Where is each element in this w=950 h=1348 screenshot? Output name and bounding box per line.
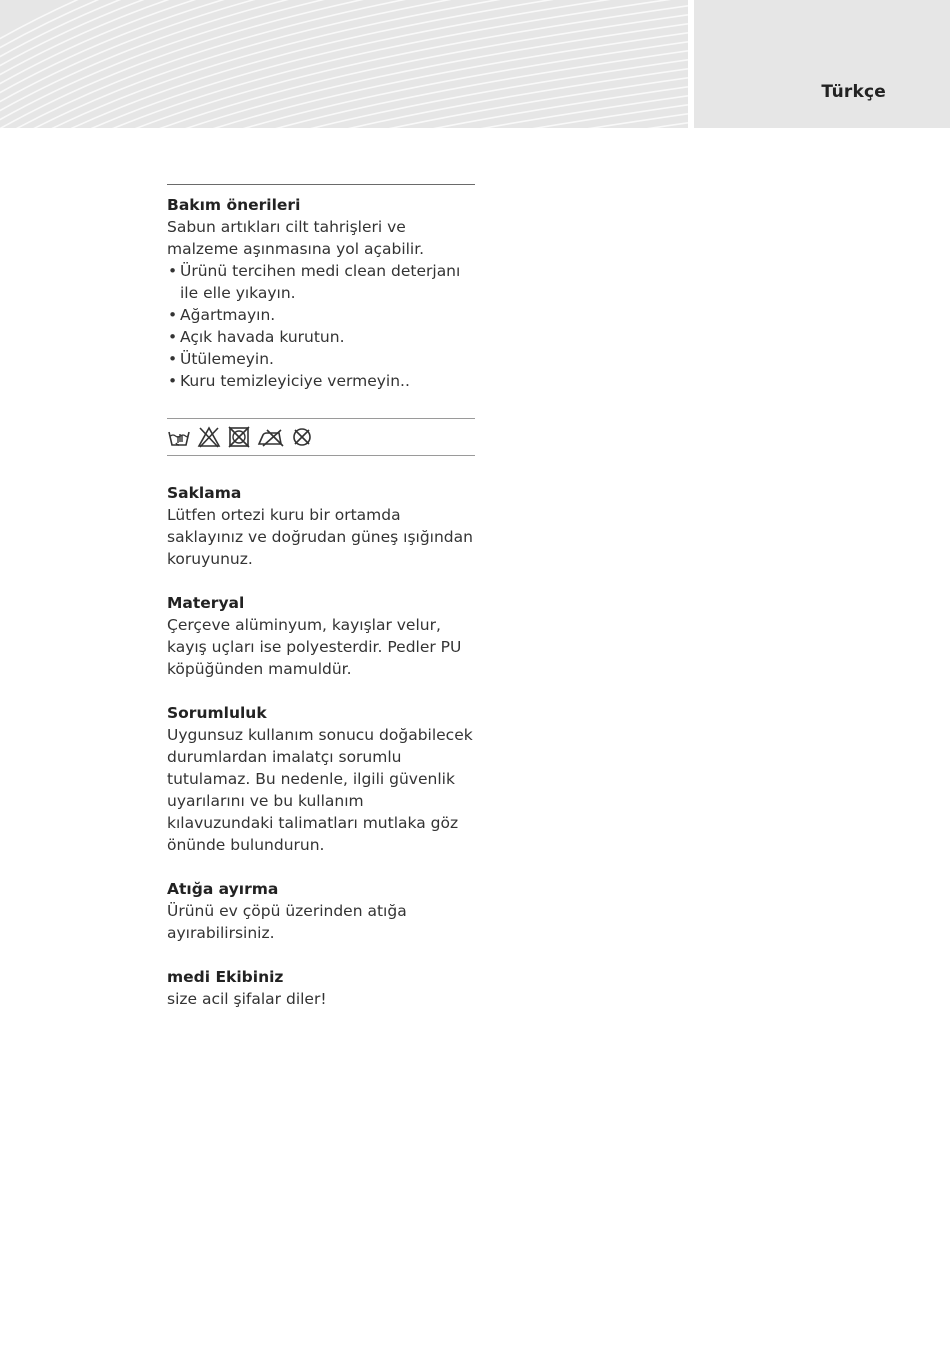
care-section [167, 194, 475, 392]
language-box [694, 0, 950, 128]
disposal-text: Ürünü ev çöpü üzerinden atığa ayırabilirsiniz. [167, 902, 407, 942]
wave-line [0, 0, 688, 128]
top-divider [167, 184, 475, 185]
content-column [167, 184, 475, 1010]
language-label: Türkçe [821, 82, 886, 102]
material-heading: Materyal [167, 594, 245, 612]
wave-line [0, 0, 688, 128]
wave-line [0, 57, 688, 128]
wave-line [0, 0, 688, 128]
material-text: Çerçeve alüminyum, kayışlar velur, kayış uçları ise polyesterdir. Pedler PU köpüğünden mamuldür. [167, 616, 462, 678]
storage-section [167, 482, 475, 570]
list-item: • Ütülemeyin. [168, 350, 274, 368]
care-symbols-row [167, 419, 475, 455]
hand-wash-icon [167, 426, 191, 448]
wave-line [0, 0, 688, 128]
wave-line [0, 0, 688, 128]
wave-line [0, 0, 688, 128]
care-intro: Sabun artıkları cilt tahrişleri ve malzeme aşınmasına yol açabilir. [167, 218, 425, 258]
list-item: • Ürünü tercihen medi clean deterjanı ile elle yıkayın. [168, 262, 461, 302]
do-not-dry-clean-icon [291, 426, 313, 448]
disposal-heading: Atığa ayırma [167, 880, 279, 898]
disposal-section [167, 878, 475, 944]
care-instructions-list [167, 260, 475, 392]
liability-text: Uygunsuz kullanım sonucu doğabilecek durumlardan imalatçı sorumlu tutulamaz. Bu nedenle, ilgili güvenlik uyarılarını ve bu kullanım kılavuzundaki talimatları mutlaka göz önünde bulundurun. [167, 726, 473, 854]
do-not-tumble-dry-icon [227, 426, 251, 448]
closing-text: size acil şifalar diler! [167, 990, 327, 1008]
wave-pattern-graphic [0, 0, 688, 128]
do-not-bleach-icon [197, 426, 221, 448]
closing-section [167, 966, 475, 1010]
list-item: • Açık havada kurutun. [168, 328, 345, 346]
wave-line [0, 0, 688, 128]
wave-line [0, 0, 688, 59]
liability-section [167, 702, 475, 856]
material-section [167, 592, 475, 680]
liability-heading: Sorumluluk [167, 704, 267, 722]
header-wave-band [0, 0, 688, 128]
closing-heading: medi Ekibiniz [167, 968, 284, 986]
symbols-bottom-divider [167, 455, 475, 456]
list-item: • Ağartmayın. [168, 306, 276, 324]
wave-line [0, 0, 688, 122]
wave-line [0, 0, 688, 128]
storage-text: Lütfen ortezi kuru bir ortamda saklayınız ve doğrudan güneş ışığından koruyunuz. [167, 506, 473, 568]
do-not-iron-icon [257, 426, 285, 448]
list-item: • Kuru temizleyiciye vermeyin.. [168, 372, 410, 390]
care-heading: Bakım önerileri [167, 196, 301, 214]
wave-line [0, 0, 688, 95]
storage-heading: Saklama [167, 484, 242, 502]
wave-line [0, 111, 688, 128]
